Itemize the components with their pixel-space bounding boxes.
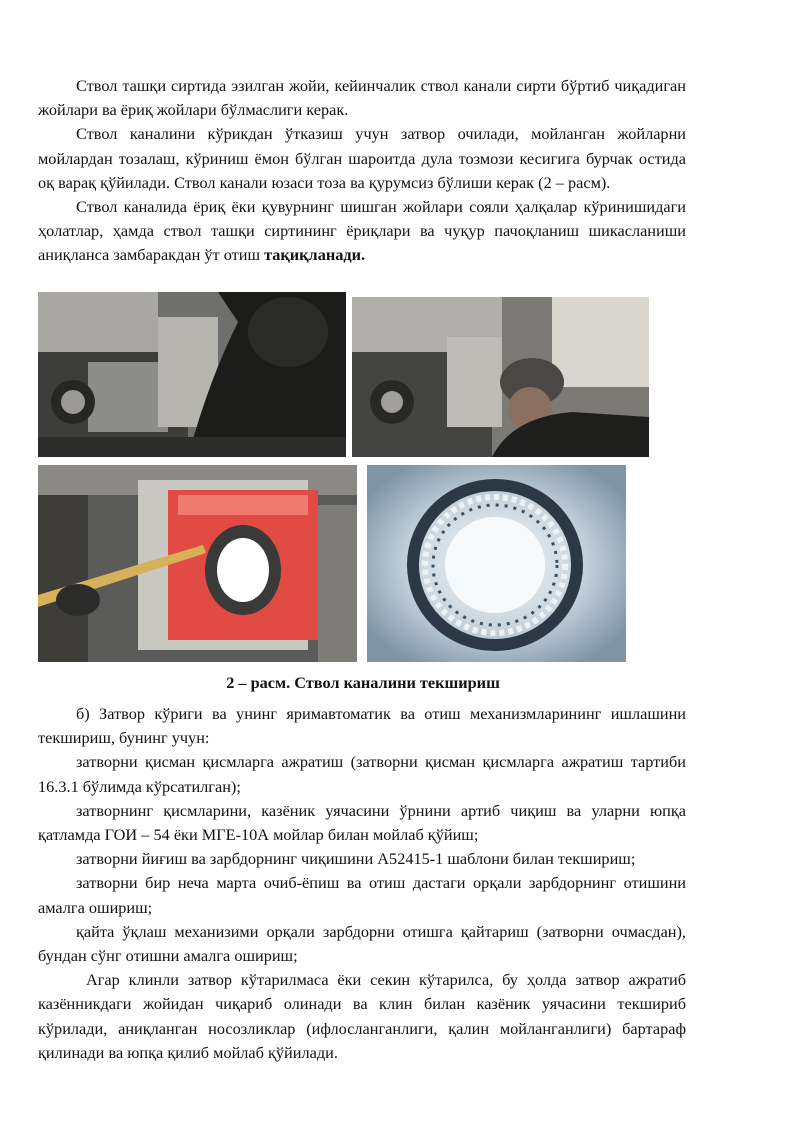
figure-caption: 2 – расм. Ствол каналини текшириш	[226, 673, 500, 692]
paragraph: Ствол ташқи сиртида эзилган жойи, кейинчалик ствол канали сирти бўртиб чиқадиган жойлари ва ёриқ жойлари бўлмаслиги керак.	[38, 76, 686, 120]
photo-rifled-bore	[367, 465, 626, 662]
warning-emphasis: тақиқланади.	[264, 245, 366, 265]
bottom-text	[38, 702, 686, 1065]
warning-paragraph	[38, 195, 686, 268]
paragraph: затворнинг қисмларини, казёник уячасини ўрнини артиб чиқиш ва уларни юпқа қатламда ГОИ – 54 ёки МГЕ-10А мойлар билан мойлаб қўйиш;	[38, 800, 686, 845]
photo-officer-at-breech	[38, 292, 346, 457]
paragraph: б) Затвор кўриги ва унинг яримавтоматик ва отиш механизмларининг ишлашини текшириш, бунинг учун:	[38, 704, 686, 748]
warning-text: Ствол каналида ёриқ ёки қувурнинг шишган жойлари сояли ҳалқалар кўринишидаги ҳолатлар, ҳамда ствол ташқи сиртининг ёриқлари ва чуқур пачоқланиш шикасланиши аниқланса замбаракдан ўт отиш	[38, 197, 686, 265]
paragraph: затворни қисман қисмларга ажратиш (затворни қисман қисмларга ажратиш тартиби 16.3.1 бўлимда кўрсатилган);	[38, 752, 686, 796]
paragraph: Агар клинли затвор кўтарилмаса ёки секин кўтарилса, бу ҳолда затвор ажратиб казённикдаги жойидан чиқариб олинади ва клин билан казёник уячасини текшириб кўрилади, аниқланган носозликлар (ифлосланганлиги, қалин мойланганлиги) бартараф қилинади ва юпқа қилиб мойлаб қўйилади.	[38, 970, 686, 1062]
paragraph: Ствол каналини кўрикдан ўтказиш учун затвор очилади, мойланган жойларни мойлардан тозалаш, кўриниш ёмон бўлган шароитда дула тозмози кесигига бурчак остида оқ варақ қўйилади. Ствол канали юзаси тоза ва қурумсиз бўлиши керак (2 – расм).	[38, 124, 686, 192]
top-text	[38, 74, 686, 268]
photo-soldier-inspecting	[352, 297, 649, 457]
paragraph: затворни йиғиш ва зарбдорнинг чиқишини А52415-1 шаблони билан текшириш;	[76, 849, 636, 869]
paragraph: қайта ўқлаш механизими орқали зарбдорни отишга қайтариш (затворни очмасдан), бундан сўнг отишни амалга ошириш;	[38, 921, 686, 966]
photo-breech-opening	[38, 465, 357, 662]
paragraph: затворни бир неча марта очиб-ёпиш ва отиш дастаги орқали зарбдорнинг отишини амалга ошириш;	[38, 873, 686, 917]
